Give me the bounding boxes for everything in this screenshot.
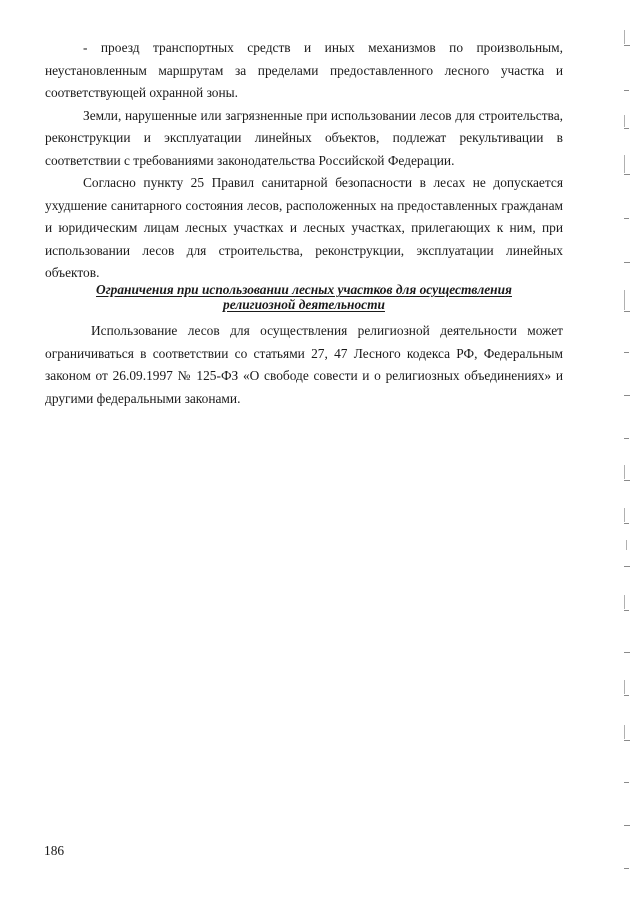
paragraph-land-recultivation: Земли, нарушенные или загрязненные при использовании лесов для строительства, реконструкции и эксплуатации линейных объектов, подлежат рекультивации в соответствии с требованиями законодательства Российской Федерации. (45, 107, 563, 168)
body-text-section (45, 320, 563, 410)
paragraph-sanitary-rules: Согласно пункту 25 Правил санитарной безопасности в лесах не допускается ухудшение санитарного состояния лесов, расположенных на предоставленных гражданам и юридическим лицам лесных участках и лесных участках, прилегающих к ним, при использовании лесов для строительства, реконструкции, эксплуатации линейных объектов. (45, 175, 563, 280)
body-text-top (45, 37, 563, 285)
section-heading-line-2: религиозной деятельности (223, 297, 385, 312)
paragraph-list-item: - проезд транспортных средств и иных механизмов по произвольным, неустановленным маршрутам за пределами предоставленного лесного участка и соответствующей охранной зоны. (45, 40, 563, 100)
section-heading (60, 282, 548, 312)
page-number: 186 (44, 843, 65, 858)
paragraph-religious-use: Использование лесов для осуществления религиозной деятельности может ограничиваться в соответствии со статьями 27, 47 Лесного кодекса РФ, Федеральным законом от 26.09.1997 № 125-ФЗ «О свободе совести и о религиозных объединениях» и другими федеральными законами. (45, 323, 563, 406)
scan-edge-artifacts (616, 0, 640, 905)
section-heading-line-1: Ограничения при использовании лесных участков для осуществления (96, 282, 512, 297)
